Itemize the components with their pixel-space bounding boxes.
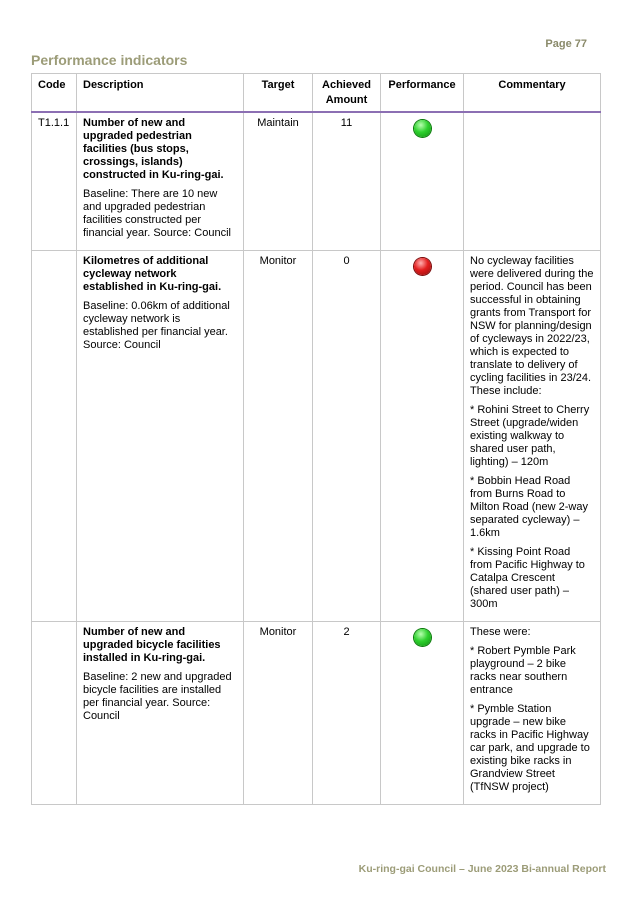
commentary-paragraph: These were: — [470, 626, 531, 638]
header-performance: Performance — [381, 74, 464, 113]
cell-performance — [381, 251, 464, 622]
status-red-light-icon — [414, 258, 431, 275]
cell-performance — [381, 112, 464, 251]
table-row — [32, 251, 601, 622]
measure-baseline: Baseline: There are 10 new and upgraded pedestrian facilities constructed per financial year. Source: Council — [83, 188, 231, 239]
status-green-light-icon — [414, 629, 431, 646]
cell-achieved: 2 — [313, 622, 381, 805]
table-row — [32, 112, 601, 251]
cell-description — [77, 622, 244, 805]
cell-commentary — [464, 251, 601, 622]
commentary-paragraph: * Robert Pymble Park playground – 2 bike racks near southern entrance — [470, 645, 576, 696]
measure-baseline: Baseline: 0.06km of additional cycleway network is established per financial year. Source: Council — [83, 300, 230, 351]
cell-target: Monitor — [244, 251, 313, 622]
measure-title: Kilometres of additional cycleway network established in Ku-ring-gai. — [83, 255, 222, 293]
header-commentary: Commentary — [464, 74, 601, 113]
page-footer: Ku-ring-gai Council – June 2023 Bi-annual Report — [358, 863, 606, 875]
cell-code: T1.1.1 — [32, 112, 77, 251]
cell-target: Monitor — [244, 622, 313, 805]
header-description: Description — [77, 74, 244, 113]
cell-description — [77, 112, 244, 251]
header-code: Code — [32, 74, 77, 113]
cell-achieved: 0 — [313, 251, 381, 622]
commentary-paragraph: * Kissing Point Road from Pacific Highway to Catalpa Crescent (shared user path) – 300m — [470, 546, 585, 610]
cell-code — [32, 622, 77, 805]
table-row — [32, 622, 601, 805]
measure-title: Number of new and upgraded pedestrian facilities (bus stops, crossings, islands) constructed in Ku-ring-gai. — [83, 117, 224, 181]
cell-performance — [381, 622, 464, 805]
performance-table — [31, 73, 601, 805]
header-achieved-amount — [313, 74, 381, 113]
cell-code — [32, 251, 77, 622]
measure-baseline: Baseline: 2 new and upgraded bicycle facilities are installed per financial year. Source: Council — [83, 671, 232, 722]
commentary-paragraph: * Rohini Street to Cherry Street (upgrade/widen existing walkway to shared user path, lighting) – 120m — [470, 404, 590, 468]
cell-commentary — [464, 112, 601, 251]
status-green-light-icon — [414, 120, 431, 137]
measure-title: Number of new and upgraded bicycle facilities installed in Ku-ring-gai. — [83, 626, 221, 664]
commentary-paragraph: * Bobbin Head Road from Burns Road to Milton Road (new 2-way separated cycleway) – 1.6km — [470, 475, 588, 539]
header-achieved-line1: Achieved — [322, 79, 371, 91]
commentary-paragraph: * Pymble Station upgrade – new bike racks in Pacific Highway car park, and upgrade to existing bike racks in Grandview Street (TfNSW project) — [470, 703, 590, 793]
table-header-row — [32, 74, 601, 113]
section-title: Performance indicators — [31, 52, 188, 68]
header-target: Target — [244, 74, 313, 113]
commentary-paragraph: No cycleway facilities were delivered during the period. Council has been successful in obtaining grants from Transport for NSW for planning/design of cycleways in 2022/23, which is expected to translate to delivery of cycling facilities in 23/24. These include: — [470, 255, 594, 397]
page-number: Page 77 — [545, 38, 587, 50]
cell-achieved: 11 — [313, 112, 381, 251]
cell-commentary — [464, 622, 601, 805]
header-achieved-line2: Amount — [325, 94, 368, 106]
cell-target: Maintain — [244, 112, 313, 251]
cell-description — [77, 251, 244, 622]
